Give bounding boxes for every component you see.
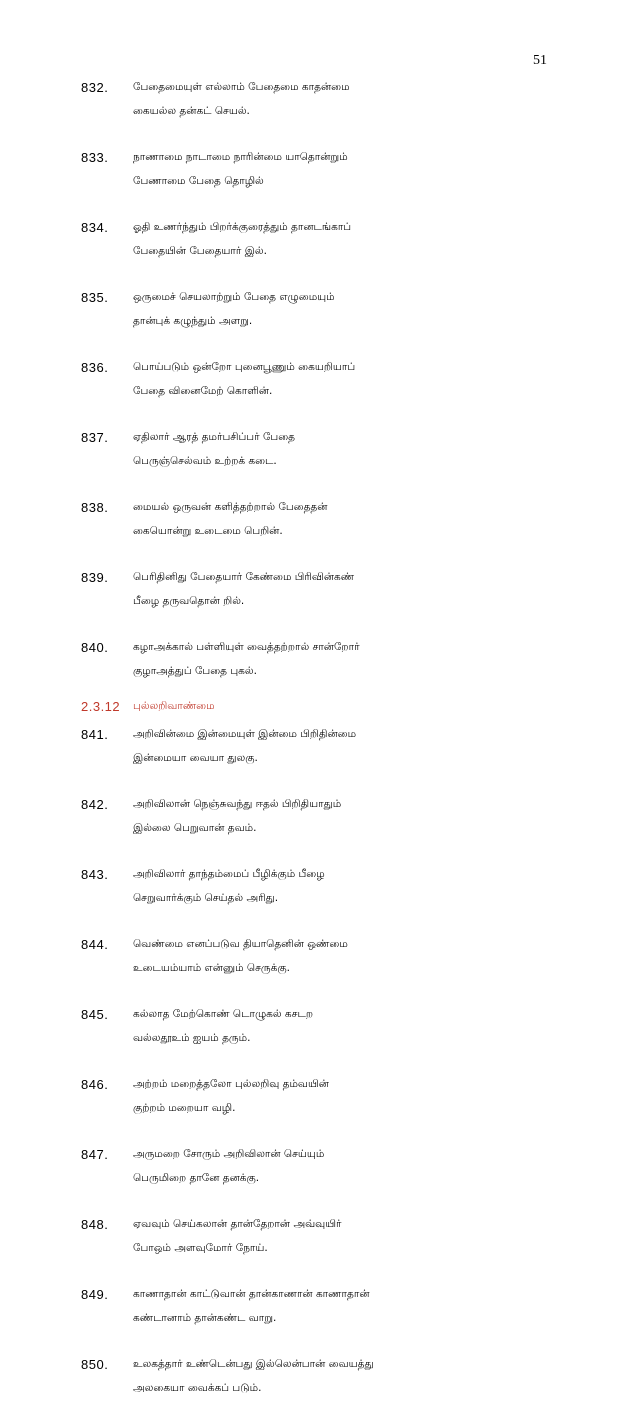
verse-line-1: ஏதிலார் ஆரத் தமர்பசிப்பர் பேதை	[133, 431, 295, 443]
page-number: 51	[533, 53, 547, 68]
verse-line-2: இல்லை பெறுவான் தவம்.	[133, 822, 257, 834]
verse	[0, 1007, 638, 1077]
verse-line-1: உலகத்தார் உண்டென்பது இல்லென்பான் வையத்து	[133, 1358, 374, 1370]
verse-group-2	[0, 727, 638, 1427]
verse	[0, 80, 638, 150]
verse-number: 834.	[81, 220, 109, 235]
verse	[0, 360, 638, 430]
verse-line-2: பெருஞ்செல்வம் உற்றக் கடை.	[133, 455, 277, 467]
verse-group-1	[0, 80, 638, 710]
verse-line-2: பெருமிறை தானே தனக்கு.	[133, 1172, 260, 1184]
verse-list	[0, 80, 638, 1427]
verse-line-2: தான்புக் கழுந்தும் அளறு.	[133, 315, 253, 327]
verse-line-1: வெண்மை எனப்படுவ தியாதெனின் ஒண்மை	[133, 938, 348, 950]
verse-line-2: கையல்ல தன்கட் செயல்.	[133, 105, 250, 117]
verse-line-2: செறுவார்க்கும் செய்தல் அரிது.	[133, 892, 279, 904]
verse-line-2: கையொன்று உடைமை பெறின்.	[133, 525, 283, 537]
verse-number: 840.	[81, 640, 109, 655]
verse-line-2: பீழை தருவதொன் றில்.	[133, 595, 245, 607]
verse-number: 837.	[81, 430, 109, 445]
verse-number: 841.	[81, 727, 109, 742]
verse-line-1: அருமறை சோரும் அறிவிலான் செய்யும்	[133, 1148, 325, 1160]
verse-line-2: உடையம்யாம் என்னும் செருக்கு.	[133, 962, 290, 974]
verse-line-2: போஒம் அளவுமோர் நோய்.	[133, 1242, 268, 1254]
verse-line-2: கண்டானாம் தான்கண்ட வாறு.	[133, 1312, 277, 1324]
verse-number: 843.	[81, 867, 109, 882]
verse-number: 835.	[81, 290, 109, 305]
verse-number: 849.	[81, 1287, 109, 1302]
verse	[0, 1147, 638, 1217]
verse-line-2: பேதையின் பேதையார் இல்.	[133, 245, 267, 257]
section-title: புல்லறிவாண்மை	[133, 700, 215, 712]
verse	[0, 500, 638, 570]
verse-number: 847.	[81, 1147, 109, 1162]
verse-line-2: பேதை வினைமேற் கொளின்.	[133, 385, 273, 397]
verse-number: 846.	[81, 1077, 109, 1092]
verse	[0, 727, 638, 797]
verse	[0, 570, 638, 640]
verse-line-1: அறிவிலான் நெஞ்சுவந்து ஈதல் பிறிதியாதும்	[133, 798, 342, 810]
verse-line-1: பேதைமையுள் எல்லாம் பேதைமை காதன்மை	[133, 81, 350, 93]
verse	[0, 430, 638, 500]
verse-line-1: அறிவிலார் தாந்தம்மைப் பீழிக்கும் பீழை	[133, 868, 325, 880]
verse-line-2: வல்லதூஉம் ஐயம் தரும்.	[133, 1032, 251, 1044]
verse-number: 844.	[81, 937, 109, 952]
verse-line-1: ஓதி உணர்ந்தும் பிறர்க்குரைத்தும் தானடங்காப்	[133, 221, 352, 233]
verse	[0, 150, 638, 220]
verse-line-2: இன்மையா வையா துலகு.	[133, 752, 258, 764]
verse-number: 838.	[81, 500, 109, 515]
verse-line-2: குற்றம் மறையா வழி.	[133, 1102, 236, 1114]
verse-line-1: ஒருமைச் செயலாற்றும் பேதை எழுமையும்	[133, 291, 335, 303]
verse-line-1: கழாஅக்கால் பள்ளியுள் வைத்தற்றால் சான்றோர்	[133, 641, 360, 653]
verse-number: 842.	[81, 797, 109, 812]
verse-number: 833.	[81, 150, 109, 165]
verse-line-1: மையல் ஒருவன் களித்தற்றால் பேதைதன்	[133, 501, 328, 513]
verse-line-1: ஏவவும் செய்கலான் தான்தேறான் அவ்வுயிர்	[133, 1218, 342, 1230]
verse-number: 832.	[81, 80, 109, 95]
verse	[0, 1357, 638, 1427]
verse-line-1: காணாதான் காட்டுவான் தான்காணான் காணாதான்	[133, 1288, 370, 1300]
verse-line-1: பொய்படும் ஒன்றோ புனைபூணும் கையறியாப்	[133, 361, 356, 373]
verse-line-1: நாணாமை நாடாமை நாரின்மை யாதொன்றும்	[133, 151, 348, 163]
verse	[0, 1077, 638, 1147]
verse-number: 845.	[81, 1007, 109, 1022]
section-heading	[0, 696, 638, 727]
verse	[0, 797, 638, 867]
section-number: 2.3.12	[81, 699, 121, 714]
verse	[0, 1287, 638, 1357]
verse-line-2: பேணாமை பேதை தொழில்	[133, 175, 264, 187]
verse	[0, 937, 638, 1007]
verse-number: 850.	[81, 1357, 109, 1372]
verse-line-1: பெரிதினிது பேதையார் கேண்மை பிரிவின்கண்	[133, 571, 355, 583]
verse-number: 848.	[81, 1217, 109, 1232]
verse	[0, 1217, 638, 1287]
verse-line-1: அறிவின்மை இன்மையுள் இன்மை பிறிதின்மை	[133, 728, 357, 740]
verse	[0, 867, 638, 937]
verse-number: 839.	[81, 570, 109, 585]
verse	[0, 290, 638, 360]
verse-line-2: அலகையா வைக்கப் படும்.	[133, 1382, 262, 1394]
verse-line-1: அற்றம் மறைத்தலோ புல்லறிவு தம்வயின்	[133, 1078, 329, 1090]
verse-line-1: கல்லாத மேற்கொண் டொழுகல் கசடற	[133, 1008, 313, 1020]
verse	[0, 220, 638, 290]
verse-line-2: குழாஅத்துப் பேதை புகல்.	[133, 665, 257, 677]
verse-number: 836.	[81, 360, 109, 375]
